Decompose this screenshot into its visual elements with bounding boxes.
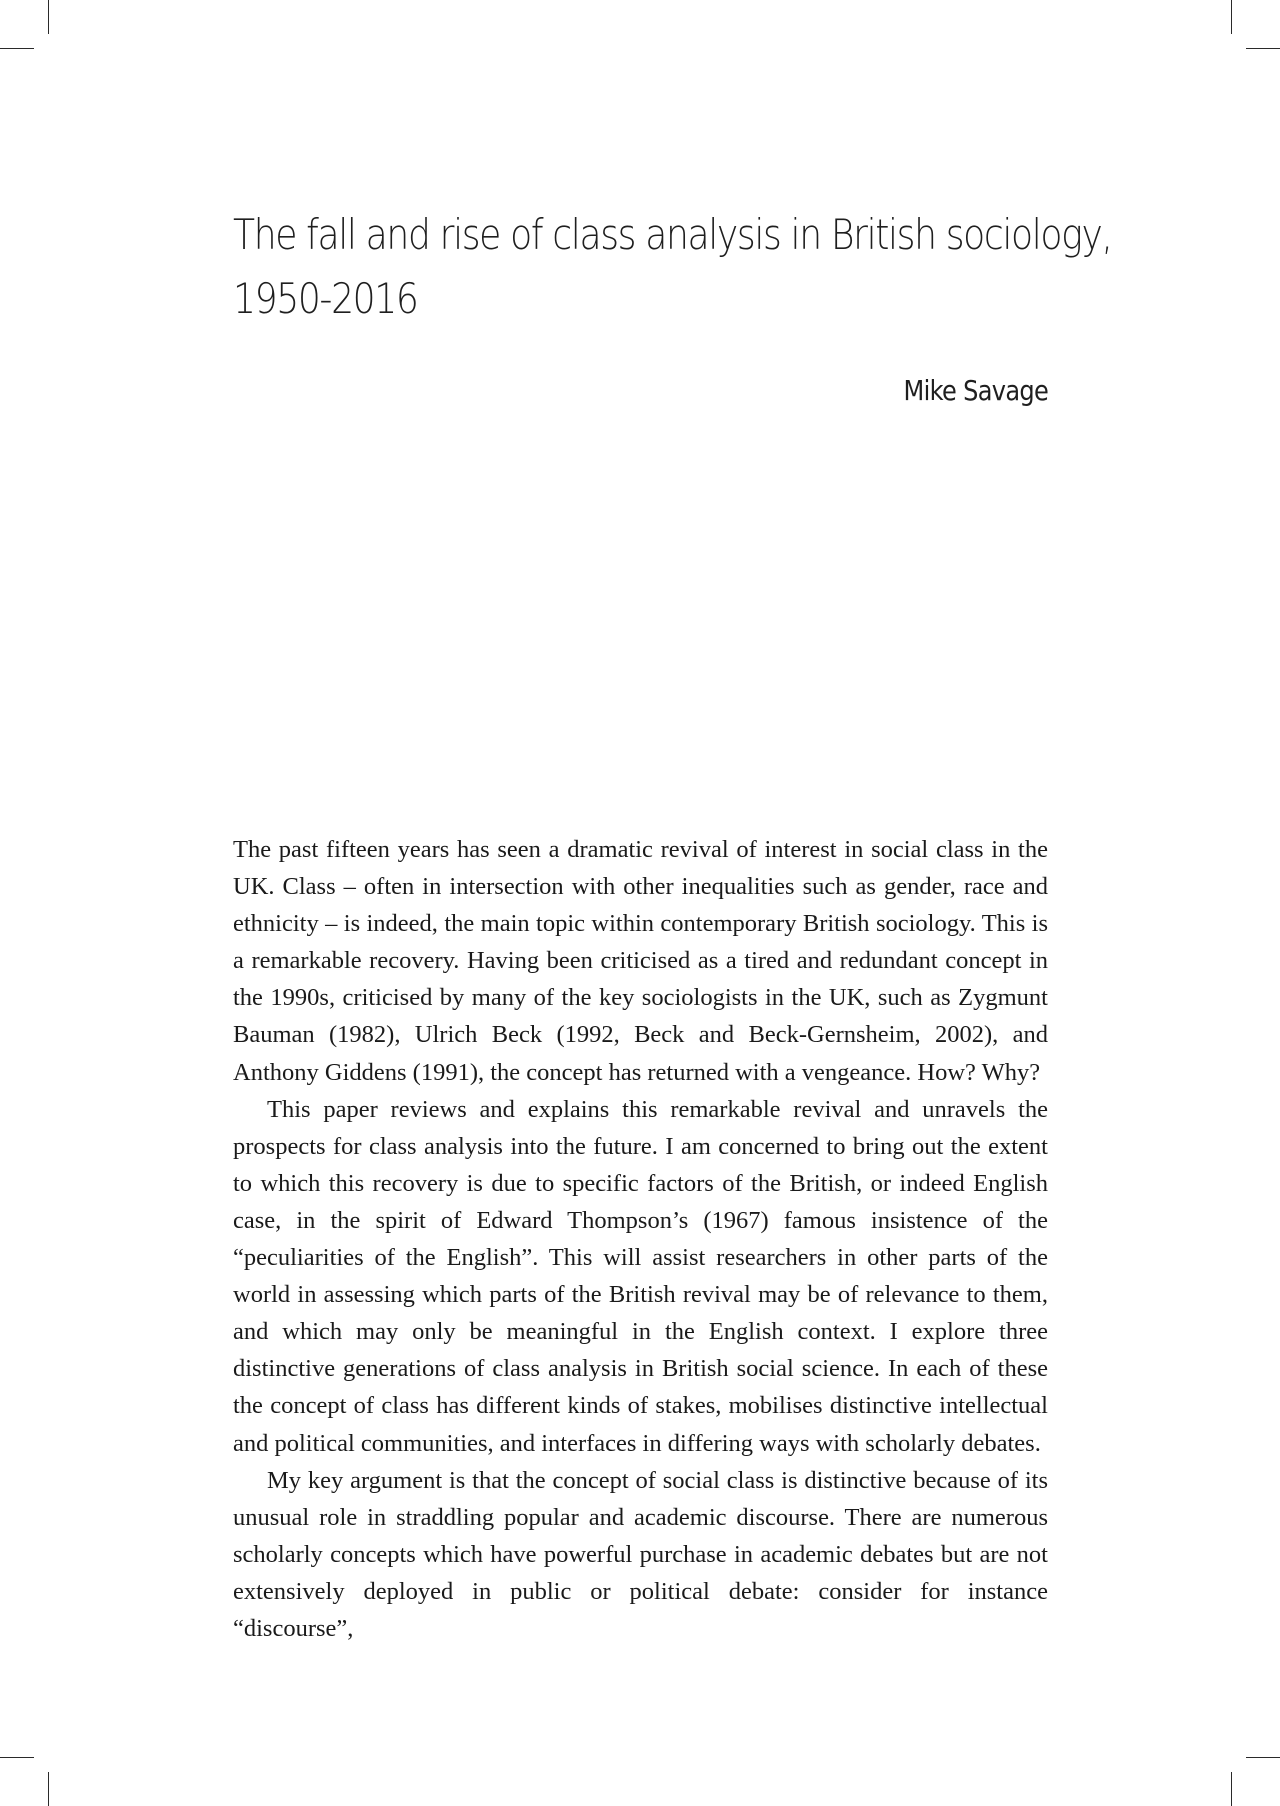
- author-name: Mike Savage: [903, 374, 1048, 407]
- paragraph-2: This paper reviews and explains this remarkable revival and unravels the prospects for class analysis into the future. I am concerned to bring out the extent to which this recovery is due to specific factors of the British, or indeed English case, in the spirit of Edward Thompson’s (1967) famous insistence of the “peculiarities of the English”. This will assist researchers in other parts of the world in assessing which parts of the British revival may be of relevance to them, and which may only be meaningful in the English context. I explore three distinctive generations of class analysis in British social science. In each of these the concept of class has different kinds of stakes, mobilises distinctive intellectual and political communities, and interfaces in differing ways with scholarly debates.: [233, 1095, 1048, 1457]
- crop-mark-bottom-left-vertical: [48, 1772, 49, 1806]
- crop-mark-top-left-horizontal: [0, 48, 34, 49]
- paragraph-3: My key argument is that the concept of social class is distinctive because of its unusual role in straddling popular and academic discourse. There are numerous scholarly concepts which have powerful purchase in academic debates but are not extensively deployed in public or political debate: consider for instance “discourse”,: [233, 1466, 1048, 1642]
- crop-mark-top-right-horizontal: [1246, 48, 1280, 49]
- crop-mark-bottom-left-horizontal: [0, 1757, 34, 1758]
- article-title-line-2: 1950-2016: [233, 274, 418, 323]
- article-title: [233, 203, 1112, 331]
- article-title-line-1: The fall and rise of class analysis in British sociology,: [233, 210, 1112, 259]
- crop-mark-top-right-vertical: [1231, 0, 1232, 34]
- paragraph-1: The past fifteen years has seen a dramatic revival of interest in social class in the UK. Class – often in intersection with other inequalities such as gender, race and ethnicity – is indeed, the main topic within contemporary British sociology. This is a remarkable recovery. Having been criticised as a tired and redundant concept in the 1990s, criticised by many of the key sociologists in the UK, such as Zygmunt Bauman (1982), Ulrich Beck (1992, Beck and Beck-Gernsheim, 2002), and Anthony Giddens (1991), the concept has returned with a vengeance. How? Why?: [233, 836, 1048, 1086]
- crop-mark-bottom-right-horizontal: [1246, 1757, 1280, 1758]
- crop-mark-bottom-right-vertical: [1231, 1772, 1232, 1806]
- crop-mark-top-left-vertical: [48, 0, 49, 34]
- article-body: [233, 831, 1048, 1647]
